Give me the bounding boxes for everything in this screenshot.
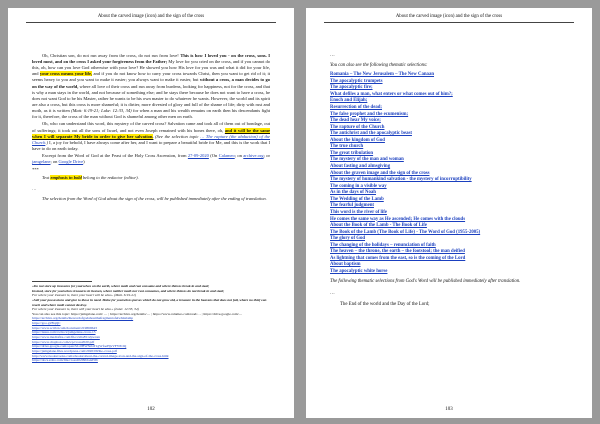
header-rule — [26, 22, 276, 23]
selection-link[interactable]: The fearful judgment — [330, 203, 374, 209]
thematic-selections-list — [330, 72, 568, 275]
highlight: your cross means your life, — [39, 71, 93, 77]
header-rule — [324, 22, 574, 23]
selection-link[interactable]: About baptism — [330, 262, 361, 268]
selection-link[interactable]: The mystery of the man and woman — [330, 157, 404, 163]
calameo-link[interactable]: Calameo — [218, 153, 235, 159]
selection-link[interactable]: The changing of the holidays – renunciation of faith — [330, 242, 436, 248]
selections-intro: You can also see the following thematic selections: — [330, 62, 428, 68]
footnotes — [32, 284, 270, 363]
selection-link[interactable]: About the graven image and the sign of the cross — [330, 170, 430, 176]
footnote-line: Instead, store for yourselves treasures in heaven, where neither moth nor rust consumes, and where thieves do not break in and steal; — [32, 288, 225, 293]
selection-link[interactable]: The apocalyptic white horse — [330, 269, 388, 274]
footnote-link[interactable]: https://docs.zoho.com/file/cross20209bfa4d5fb — [32, 358, 98, 363]
selection-link[interactable]: The Book of the Lamb (The Book of Life) - The Word of God (1955-2005) — [330, 229, 481, 235]
footnote-link[interactable]: http://www.booksvooks.com/ebooks/about-the-carved-image-icon-and-the-sign-of-the-cross.html — [32, 353, 169, 358]
footnote-line: For where your treasure is, there will your heart be also.» (Luke: 12:33, 34) — [32, 307, 139, 312]
left-page — [8, 8, 294, 418]
next-title: The End of the world and the Day of the Lord; — [340, 301, 430, 307]
ellipsis: … — [330, 53, 335, 58]
highlight: emphasis in bold — [50, 175, 82, 181]
selection-link[interactable]: About the Book of the Lamb - The Book of Life — [330, 223, 427, 229]
page-number: 103 — [445, 407, 453, 412]
closing-note: The selection from the Word of God about the sign of the cross, will be published immediately after the ending of translation. — [42, 195, 267, 201]
google-drive-link[interactable]: Google Drive — [58, 159, 84, 165]
footnote-line: «Sell your possessions and give to those in need. Make for yourselves purses which do not grow old, a treasure in the heavens that does not fail, where no thief can reach and where moth cannot destroy. — [32, 297, 267, 307]
footnote-rule — [32, 281, 92, 282]
selection-link[interactable]: Resurrection of the dead; — [330, 104, 383, 110]
footnote-link[interactable]: https://drive.google.com/open?id=0BW3nlaT1gWfoeHjvVFY8vlQ — [32, 344, 127, 349]
highlight: and it will be the same when I will separate My bride in order to give her salvation. — [32, 127, 270, 139]
rapture-topic-link[interactable]: … The rapture (the abduction) of the Church — [32, 133, 271, 145]
selection-link[interactable]: The rapture of the Church — [330, 124, 385, 130]
selection-link[interactable]: The false prophet and the ecumenism; — [330, 111, 409, 117]
footnote-link[interactable]: https://jamgelane.files.wordpress.com/2020/09/the-cross.pdf — [32, 348, 117, 353]
selection-link[interactable]: The antichrist and the apocalyptic beast — [330, 131, 412, 137]
jamgelane-link[interactable]: jamgelane — [32, 159, 51, 165]
footnote-line: You can also see this topic: https://jamgelane.com/ … ; https://archive.org/details/… ; https://www.calameo.com/read/… ; https://drive.google.com/… — [32, 311, 243, 316]
separator-stars: *** — [32, 167, 39, 173]
selection-link[interactable]: The coming in a visible way — [330, 183, 387, 189]
archive-link[interactable]: archive.org — [243, 153, 264, 159]
paragraph-2: Oh, who can understand this word, this mystery of the carved cross? Salvation came and took all of them out of bondage, out of sufferings; it took out all the sons of Israel, and not even Joseph remained with his bones there, oh, and it will be the same when I will separate My bride in order to give her salvation. (See the selection topic … The rapture (the abduction) of the Church.) I, a joy for behold, I have always come after her, and I want to prepare a beautiful bride for Me, and this is the work that I have to do on earth today. — [32, 121, 271, 151]
selection-link[interactable]: The glory of God — [330, 236, 366, 242]
closing-note: The following thematic selections from God's Word will be published immediately after translation. — [330, 278, 521, 284]
ellipsis: … — [330, 291, 335, 297]
footnote-link[interactable]: https://goo.gl/BqQC — [32, 321, 61, 326]
selection-link[interactable]: Enoch and Elijah; — [330, 98, 368, 104]
selection-link[interactable]: Romania – The New Jerusalem – The New Canaan — [330, 72, 435, 78]
selection-link[interactable]: The true church — [330, 144, 364, 150]
footnote-line: For where your treasure is, there your heart will be also». (Matt. 6:19-21) — [32, 293, 136, 298]
running-head: About the carved image (icon) and the sign of the cross — [97, 14, 205, 19]
selection-link[interactable]: He comes the same way as He ascended; He comes with the clouds — [330, 216, 466, 222]
date-link[interactable]: 27-09-2020 — [187, 153, 209, 159]
selection-link[interactable]: As lightning that comes from the east, so is the coming of the Lord — [330, 255, 466, 261]
footnote-link[interactable]: https://www.scribd.com/document/219869643 — [32, 325, 97, 330]
footnote-link[interactable]: https://archive.org/details/thewordofgodaboutthefragmentofeiwhitelamp — [32, 316, 134, 321]
right-page — [306, 8, 592, 418]
selection-link[interactable]: This word is the river of life — [330, 209, 387, 215]
selection-link[interactable]: The mystery of humankind salvation - the mystery of incorruptibility — [330, 177, 472, 183]
left-body-text — [32, 53, 270, 203]
selection-link[interactable]: About the kingdom of God — [330, 137, 385, 143]
selection-link[interactable]: The apocalyptic fire; — [330, 85, 373, 91]
running-head: About the carved image (icon) and the sign of the cross — [395, 14, 503, 19]
source-paragraph: Excerpt from the Word of God at the Feast of the Holy Cross Ascension, from 27-09-2020 (On Calameo; on archive.org; or jamgelane; on Google Drive) — [32, 153, 271, 165]
footnote-link[interactable]: https://www.mediafire.com/file/cx6o8512pwxsn — [32, 335, 100, 340]
selection-link[interactable]: As in the days of Noah — [330, 190, 376, 196]
selection-link[interactable]: The heaven – the throne, the earth – the footstool; the man deified — [330, 249, 465, 255]
page-number: 102 — [147, 407, 155, 412]
selection-link[interactable]: The Wedding of the Lamb — [330, 196, 384, 202]
footnote-line: «Do not store up treasures for yourselves on the earth, where moth and rust consume and where thieves break in and steal; — [32, 284, 210, 288]
footnote-link[interactable]: https://issuu.com/cs/docs/jamgelane-cross-15 — [32, 330, 96, 335]
ellipsis: … — [32, 185, 37, 191]
selection-link[interactable]: The apocalyptic trumpets — [330, 78, 383, 84]
selection-link[interactable]: The great tribulation — [330, 150, 374, 156]
selection-link[interactable]: What defiles a man, what enters or what comes out of him?; — [330, 91, 453, 97]
right-body-text — [330, 53, 568, 308]
selection-link[interactable]: About fasting and almsgiving — [330, 164, 391, 169]
editor-note: Text emphasis in bold belong to the redactor (editor). — [42, 175, 139, 181]
footnote-link[interactable]: https://www.dropbox.com/s/p/cross2020.pdf — [32, 339, 95, 344]
paragraph-1: Oh, Christian son, do not run away from the cross, do not run from love! This is how I loved you - on the cross, sons. I loved most, and on the cross I asked your forgiveness from the Father; My love for you cried on the cross, and if you cannot do this, oh, how can you love God otherwise with your love? He showed you how His love for you was and what it did for your life, and your cross means your life, and if you do not know how to carry your cross towards Christ, then you want to get rid of it; it seems heavy to you and you want to make it easier; you always want to make it easier, but without a cross, a man decides to go on the way of the world, where all love of their cross and run away from burdens, looking for happiness, not for the cross, and that is why a man stays in the world, and not because of something else; and he stays there because he does not want to have a cross, he does not want God to be his Master, rather he wants to be his own master to do whatever he wants. However, the world and its spirit are also a cross, but this cross is more shameful; it is dirtier, more divested of glory and full of the shame of life; dirty with rust and moth, as it is written (Matt: 6:19-21; Luke: 12:33, 34) for when a man and his wealth remains on earth then his descendants fight for it, therefore, the cross of the man without God is shameful among other men on earth. — [32, 53, 271, 120]
selection-link[interactable]: The dead hear My voice; — [330, 118, 381, 124]
